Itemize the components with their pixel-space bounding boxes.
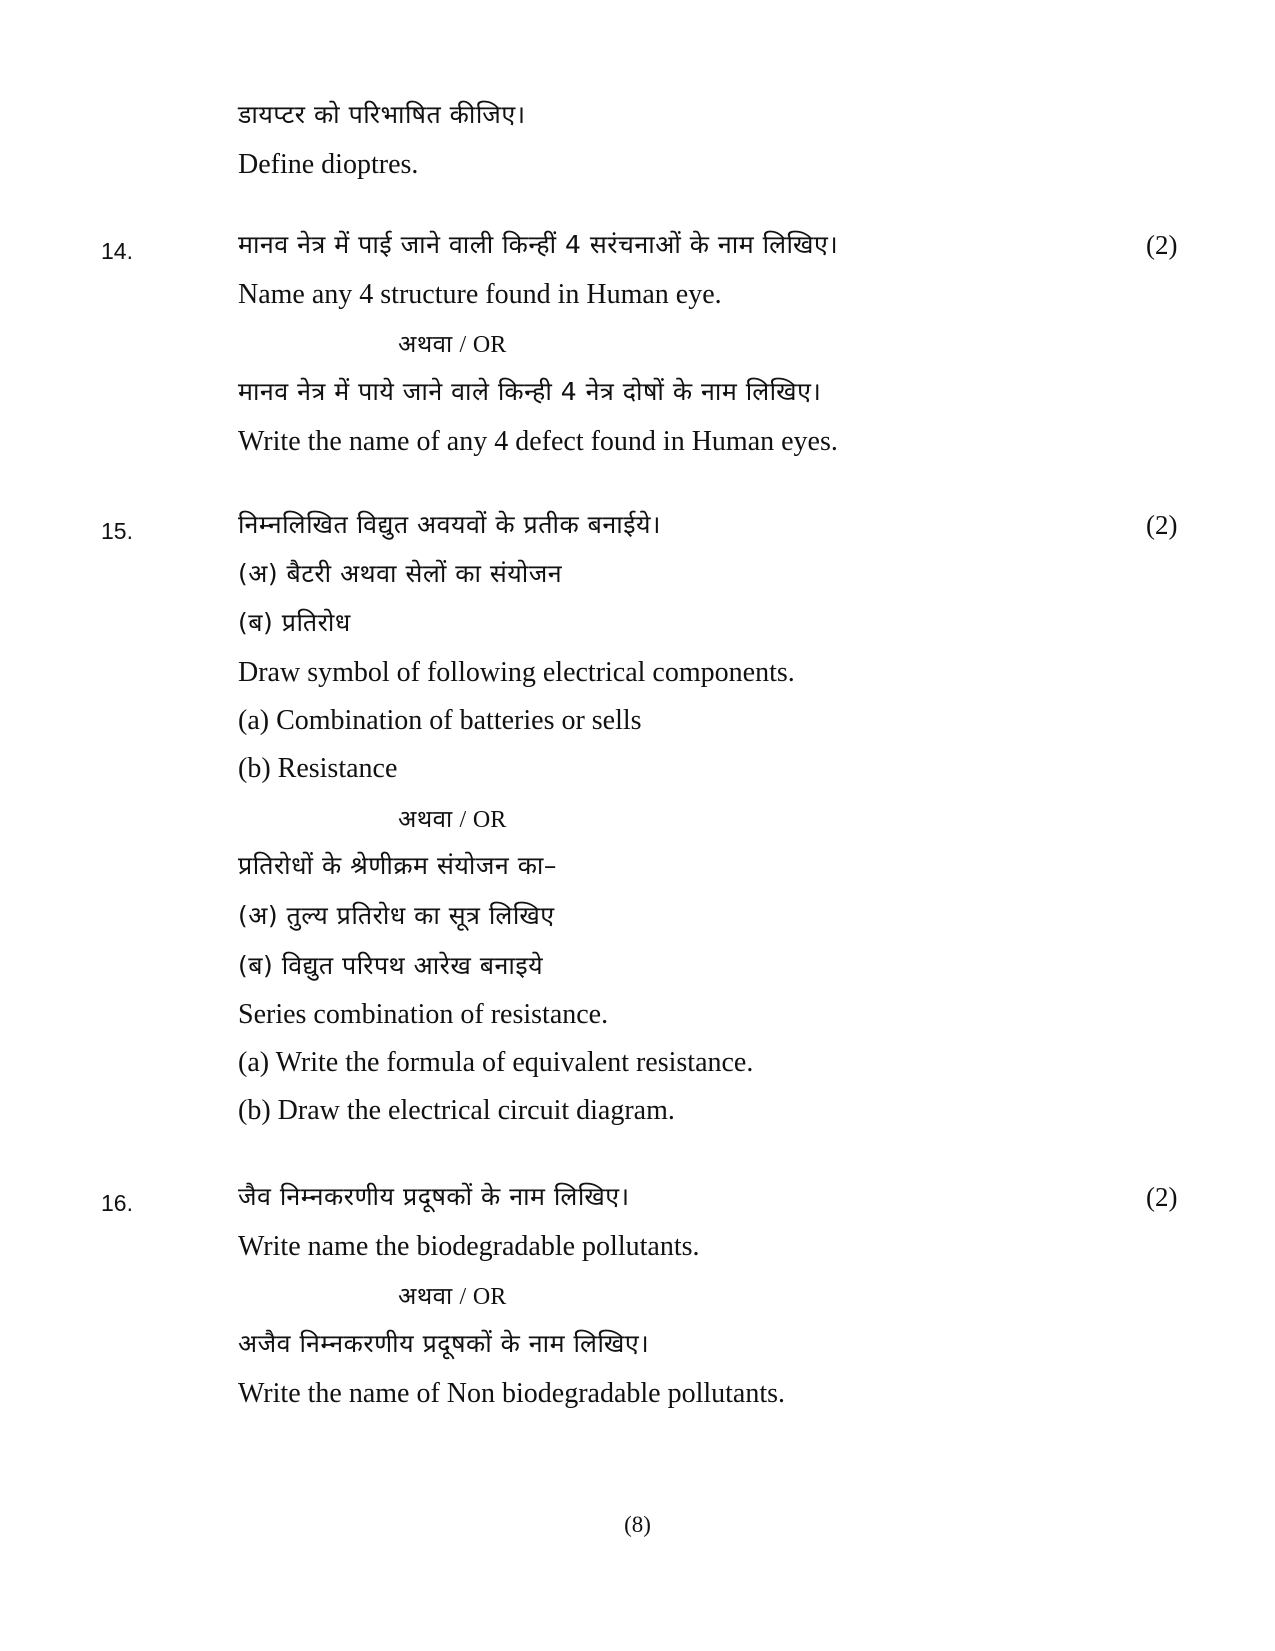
- or-english: OR: [472, 332, 507, 358]
- question-15-number: 15.: [101, 518, 133, 544]
- question-15-line-7: प्रतिरोधों के श्रेणीक्रम संयोजन का–: [238, 851, 557, 880]
- question-16-number: 16.: [101, 1190, 133, 1216]
- question-15-line-5: (a) Combination of batteries or sells: [238, 705, 642, 736]
- or-slash: /: [459, 1284, 467, 1310]
- question-15-line-8: (अ) तुल्य प्रतिरोध का सूत्र लिखिए: [238, 901, 555, 930]
- question-15-line-10: Series combination of resistance.: [238, 999, 609, 1030]
- or-separator-14: [398, 326, 506, 362]
- or-separator-15: [398, 801, 506, 837]
- question-16-line-1: जैव निम्नकरणीय प्रदूषकों के नाम लिखिए।: [238, 1182, 630, 1211]
- question-15-line-12: (b) Draw the electrical circuit diagram.: [238, 1095, 675, 1126]
- question-16-line-3: अजैव निम्नकरणीय प्रदूषकों के नाम लिखिए।: [238, 1329, 650, 1358]
- or-slash: /: [459, 807, 467, 833]
- question-13-hindi-text: डायप्टर को परिभाषित कीजिए।: [238, 100, 526, 129]
- question-15-line-11: (a) Write the formula of equivalent resistance.: [238, 1047, 754, 1078]
- question-14-line-4: Write the name of any 4 defect found in Human eyes.: [238, 426, 838, 457]
- question-14-marks: (2): [1146, 230, 1178, 260]
- or-english: OR: [472, 807, 507, 833]
- question-15-line-6: (b) Resistance: [238, 753, 398, 784]
- question-15-line-1: निम्नलिखित विद्युत अवयवों के प्रतीक बनाईये।: [238, 510, 661, 539]
- or-hindi: अथवा: [398, 805, 453, 833]
- question-15-line-2: (अ) बैटरी अथवा सेलों का संयोजन: [238, 559, 563, 588]
- question-13-english-text: Define dioptres.: [238, 149, 419, 180]
- question-14-line-3: मानव नेत्र में पाये जाने वाले किन्ही 4 नेत्र दोषों के नाम लिखिए।: [238, 377, 822, 406]
- page-number: (8): [624, 1512, 651, 1537]
- or-english: OR: [472, 1284, 507, 1310]
- question-14-line-2: Name any 4 structure found in Human eye.: [238, 279, 722, 310]
- question-14-line-1: मानव नेत्र में पाई जाने वाली किन्हीं 4 सरंचनाओं के नाम लिखिए।: [238, 230, 839, 259]
- question-15-line-4: Draw symbol of following electrical components.: [238, 657, 795, 688]
- question-16-line-4: Write the name of Non biodegradable pollutants.: [238, 1378, 786, 1409]
- question-16-marks: (2): [1146, 1182, 1178, 1212]
- question-16-line-2: Write name the biodegradable pollutants.: [238, 1231, 700, 1262]
- question-15-line-3: (ब) प्रतिरोध: [238, 608, 351, 637]
- question-15-line-9: (ब) विद्युत परिपथ आरेख बनाइये: [238, 951, 544, 980]
- question-15-marks: (2): [1146, 510, 1178, 540]
- or-hindi: अथवा: [398, 330, 453, 358]
- or-hindi: अथवा: [398, 1282, 453, 1310]
- or-slash: /: [459, 332, 467, 358]
- question-14-number: 14.: [101, 238, 133, 264]
- or-separator-16: [398, 1278, 506, 1314]
